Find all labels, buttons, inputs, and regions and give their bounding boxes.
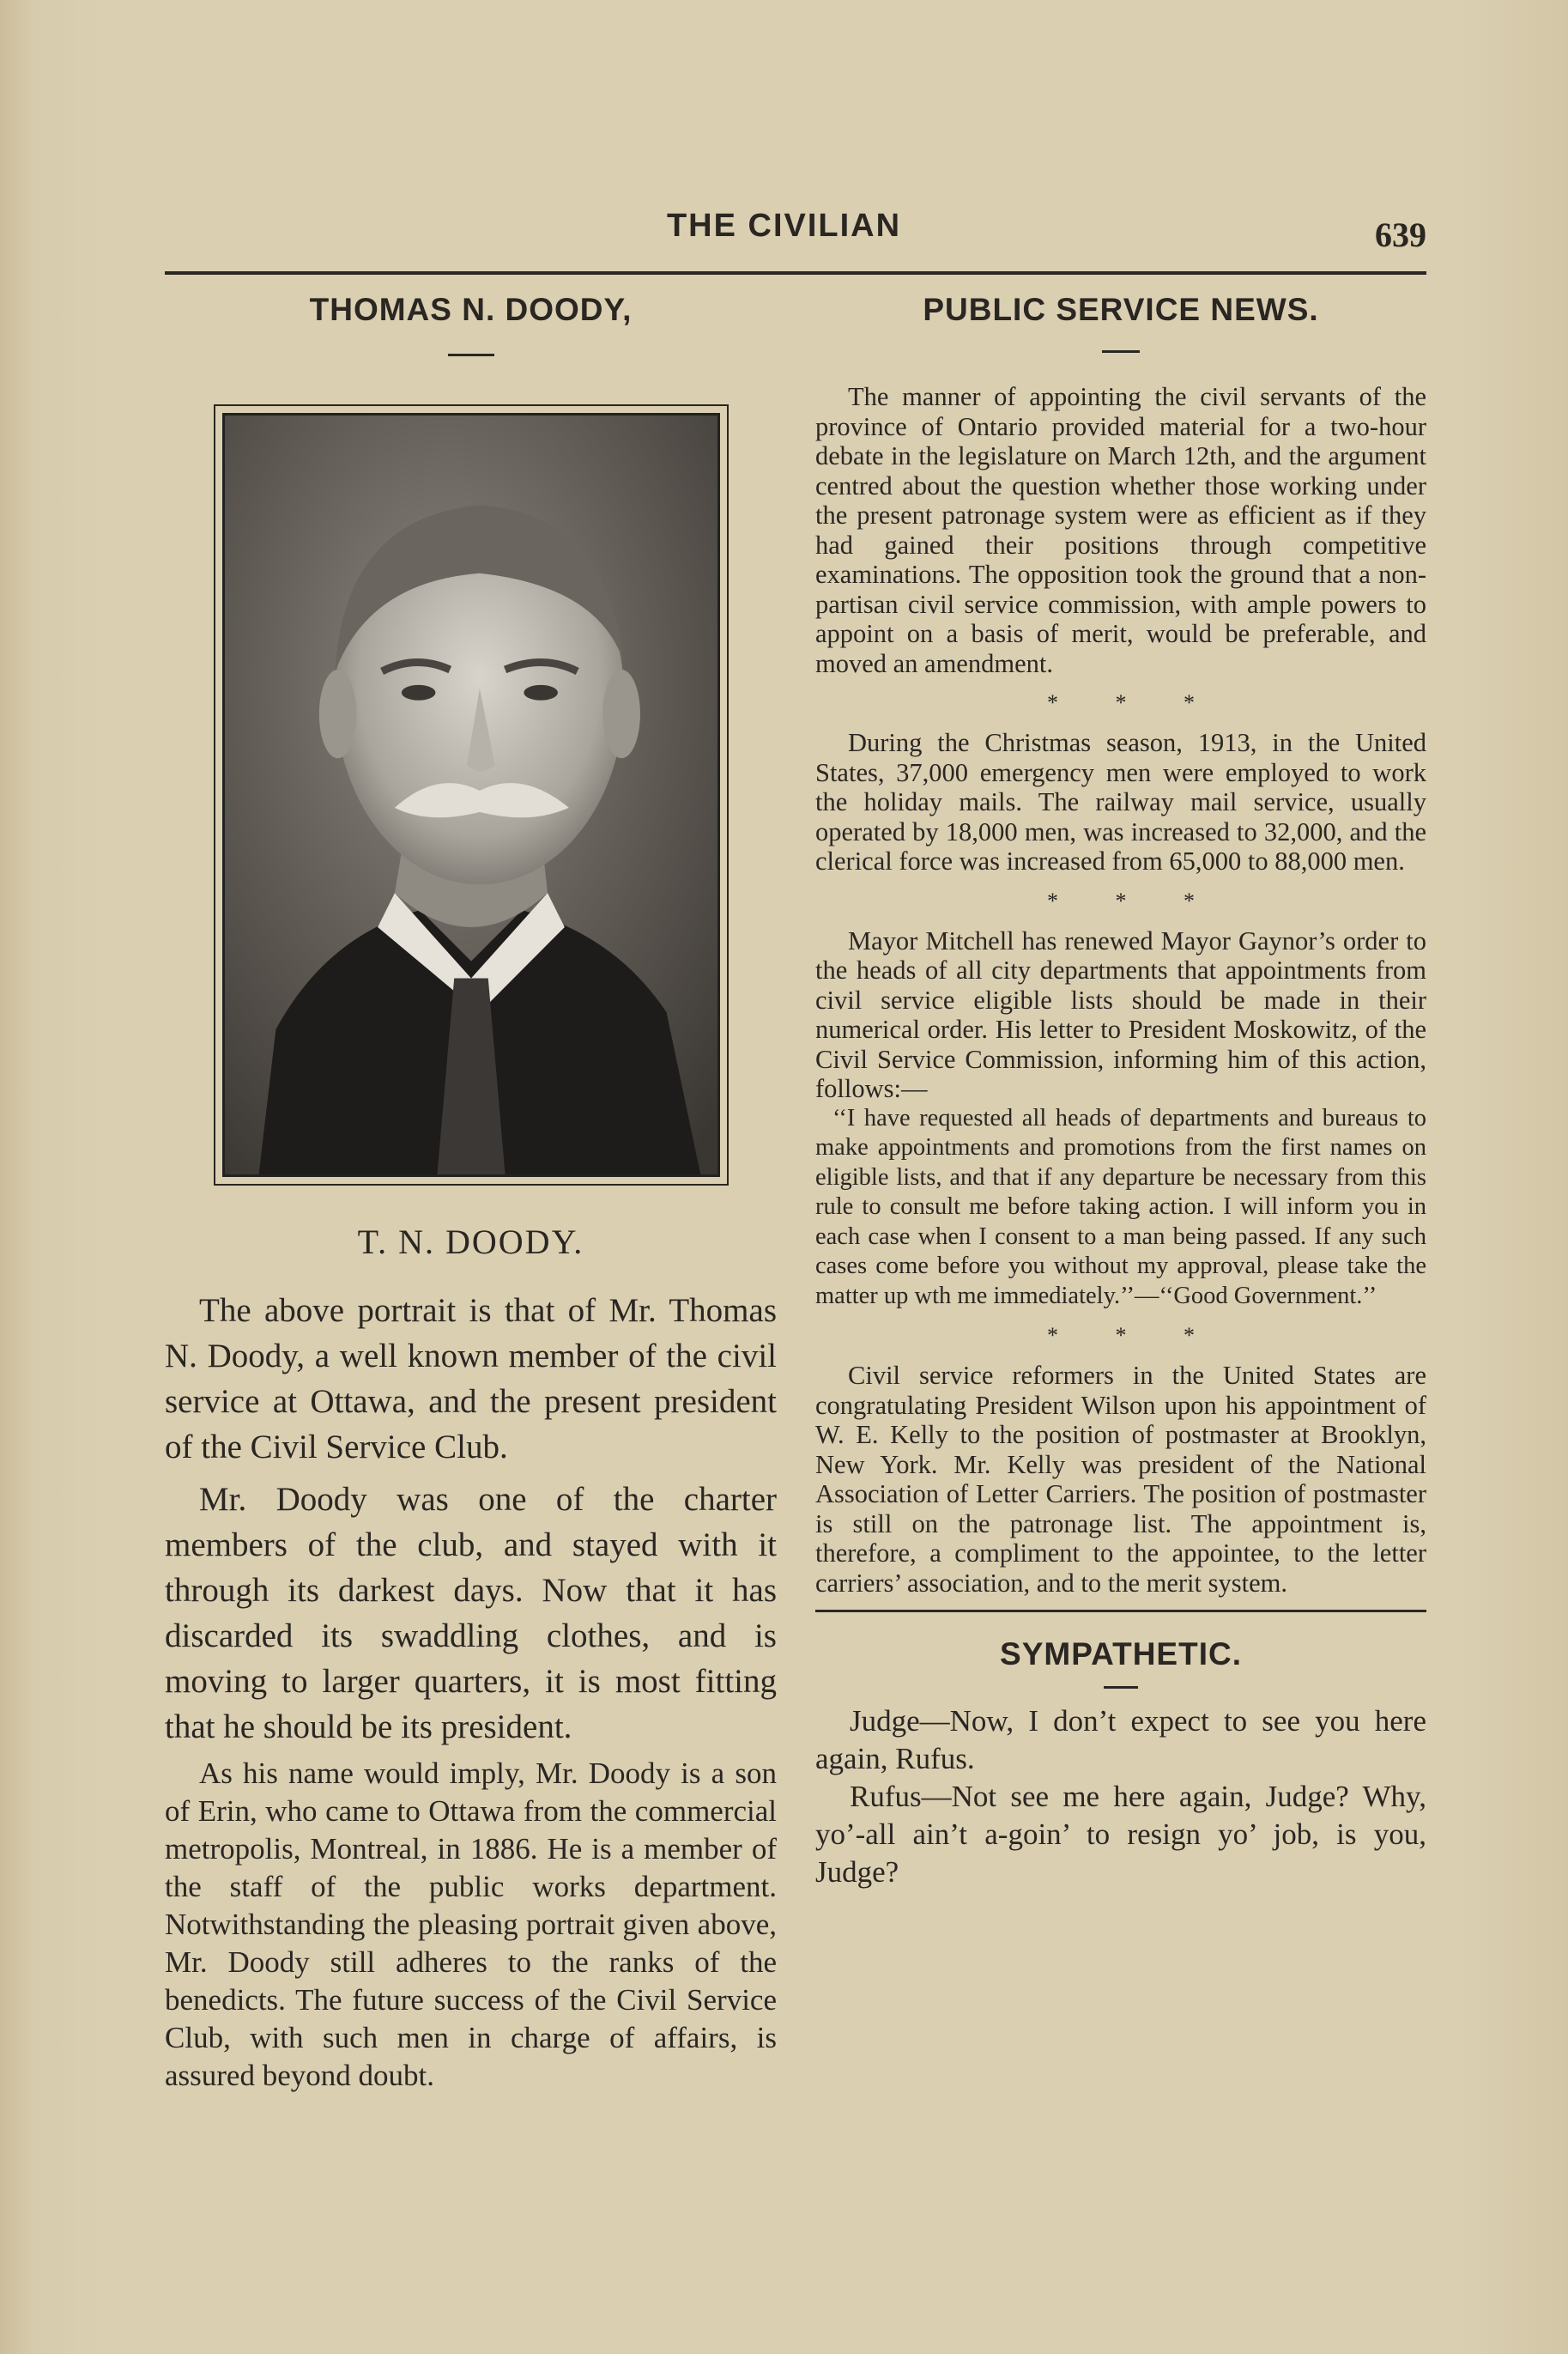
portrait-frame bbox=[214, 404, 729, 1186]
news-item-4: Civil service reformers in the United States are congratulating President Wilson upon his appointment of W. E. Kelly to the position of postmaster at Brooklyn, New York. Mr. Kelly was president of the National Association of Letter Carriers. The position of postmaster is still on the patronage list. The appointment is, therefore, a compliment to the appointee, to the letter carriers’ association, and to the merit system. bbox=[815, 1361, 1426, 1598]
section-separator: * * * bbox=[1047, 888, 1220, 913]
header-rule bbox=[165, 271, 1426, 275]
section-separator: * * * bbox=[1047, 690, 1220, 715]
article-title-doody: THOMAS N. DOODY, bbox=[309, 292, 633, 327]
doody-paragraph-2: Mr. Doody was one of the charter members of the club, and stayed with it through its darkest days. Now that it has discarded its swaddling clothes, and is moving to larger quarters, it is most fitting that he should be its president. bbox=[165, 1481, 777, 1745]
news-item-2: During the Christmas season, 1913, in the United States, 37,000 emergency men were employed to work the holiday mails. The railway mail service, usually operated by 18,000 men, was increased to 32,000, and the clerical force was increased from 65,000 to 88,000 men. bbox=[815, 728, 1426, 876]
page-number: 639 bbox=[1375, 215, 1426, 254]
news-quote: ‘‘I have requested all heads of departments and bureaus to make appointments and promotions from the first names on eligible lists, and that if any departure be necessary from this rule to consult me before taking action. I will inform you in each case when I consent to a man being passed. If any such cases come before you without my approval, please take the matter up wth me immediately.’’—‘‘Good Government.’’ bbox=[815, 1104, 1426, 1309]
news-item-3: Mayor Mitchell has renewed Mayor Gaynor’s order to the heads of all city departments that appointments from civil service eligible lists should be made in their numerical order. His letter to President Moskowitz, of the Civil Service Commission, informing him of this action, follows:— bbox=[815, 925, 1426, 1103]
right-column bbox=[815, 290, 1426, 1891]
news-item-1: The manner of appointing the civil servants of the province of Ontario provided material for a two-hour debate in the legislature on March 12th, and the argument centred about the question whether those working under the present patronage system were as efficient as if they had gained their positions through competitive examinations. The opposition took the ground that a non-partisan civil service commission, with ample powers to appoint on a basis of merit, would be preferable, and moved an amendment. bbox=[815, 382, 1426, 678]
sympathetic-body bbox=[815, 1702, 1426, 1891]
article-title-sympathetic: SYMPATHETIC. bbox=[1000, 1636, 1242, 1671]
title-dash bbox=[1104, 1686, 1138, 1689]
sympathetic-line-1: Judge—Now, I don’t expect to see you here again, Rufus. bbox=[815, 1704, 1426, 1775]
doody-paragraph-1: The above portrait is that of Mr. Thomas N. Doody, a well known member of the civil service at Ottawa, and the present president of the Civil Service Club. bbox=[165, 1292, 777, 1465]
section-separator: * * * bbox=[1047, 1323, 1220, 1348]
title-dash bbox=[448, 354, 494, 356]
portrait-photo bbox=[222, 413, 720, 1177]
doody-paragraph-3: As his name would imply, Mr. Doody is a son of Erin, who came to Ottawa from the commercial metropolis, Montreal, in 1886. He is a member of the staff of the public works department. Notwithstanding the pleasing portrait given above, Mr. Doody still adheres to the ranks of the benedicts. The future success of the Civil Service Club, with such men in charge of affairs, is assured beyond doubt. bbox=[165, 1756, 777, 2092]
sympathetic-line-2: Rufus—Not see me here again, Judge? Why, yo’-all ain’t a-goin’ to resign yo’ job, is you, Judge? bbox=[815, 1780, 1426, 1889]
page-header-title: THE CIVILIAN bbox=[666, 208, 902, 244]
left-column bbox=[165, 290, 777, 2095]
section-rule bbox=[815, 1610, 1426, 1612]
title-dash bbox=[1102, 350, 1140, 353]
article-title-public-service-news: PUBLIC SERVICE NEWS. bbox=[923, 292, 1319, 327]
portrait-caption: T. N. DOODY. bbox=[357, 1223, 584, 1261]
